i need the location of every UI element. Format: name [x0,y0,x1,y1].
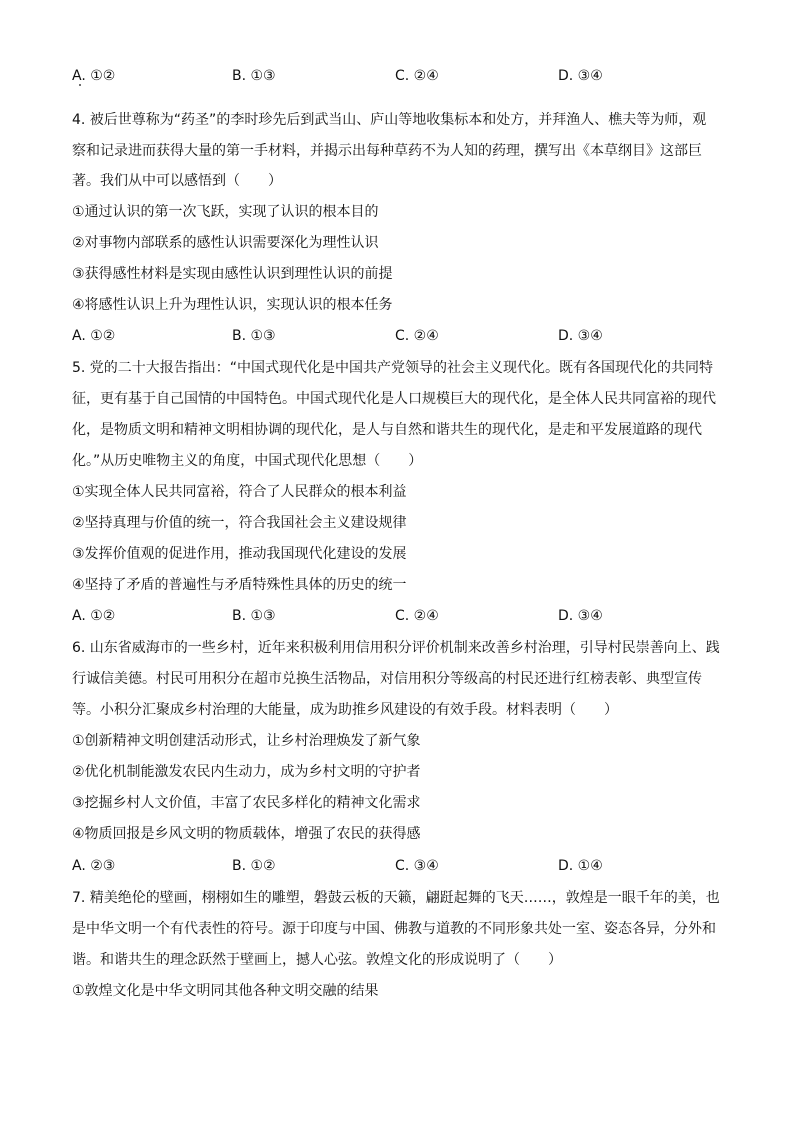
option-d: D. ③④ [558,68,603,84]
option-c: C. ③④ [395,858,439,874]
q5-statement: ①实现全体人民共同富裕，符合了人民群众的根本利益 [72,484,407,500]
q7-statement: ①敦煌文化是中华文明同其他各种文明交融的结果 [72,983,379,999]
option-a: A. ②③ [72,858,116,874]
q5-stem-line: 5. 党的二十大报告指出：“中国式现代化是中国共产党领导的社会主义现代化。既有各国现代化的共同特 [72,360,714,376]
option-b: B. ①③ [232,328,276,344]
q6-statement: ②优化机制能激发农民内生动力，成为乡村文明的守护者 [72,764,421,780]
q7-stem-line: 谐。和谐共生的理念跃然于壁画上，撼人心弦。敦煌文化的形成说明了（ ） [72,952,562,968]
option-a: A. ①② [72,328,116,344]
q4-stem-line: 察和记录进而获得大量的第一手材料，并揭示出每种草药不为人知的药理，撰写出《本草纲目》这部巨 [72,143,702,159]
q6-stem-line: 行诚信美德。村民可用积分在超市兑换生活物品，对信用积分等级高的村民还进行红榜表彰、典型宣传 [72,671,702,687]
q4-statement: ④将感性认识上升为理性认识，实现认识的根本任务 [72,297,393,313]
q5-statement: ③发挥价值观的促进作用，推动我国现代化建设的发展 [72,546,407,562]
q5-stem-line: 征，更有基于自己国情的中国特色。中国式现代化是人口规模巨大的现代化，是全体人民共同富裕的现代 [72,391,716,407]
options-row-q3 [72,66,722,86]
option-a: A. ①② [72,608,116,624]
option-c: C. ②④ [395,608,439,624]
q6-stem-line: 等。小积分汇聚成乡村治理的大能量，成为助推乡风建设的有效手段。材料表明（ ） [72,702,618,718]
q6-stem-line: 6. 山东省威海市的一些乡村，近年来积极利用信用积分评价机制来改善乡村治理，引导村民崇善向上、践 [72,640,720,656]
q5-stem-line: 化，是物质文明和精神文明相协调的现代化，是人与自然和谐共生的现代化，是走和平发展道路的现代 [72,422,702,438]
option-b: B. ①③ [232,608,276,624]
q7-stem-line: 7. 精美绝伦的壁画，栩栩如生的雕塑，磐鼓云板的天籁，翩跹起舞的飞天……，敦煌是一眼千年的美，也 [72,890,720,906]
option-d: D. ③④ [558,608,603,624]
q6-statement: ④物质回报是乡风文明的物质载体，增强了农民的获得感 [72,826,421,842]
q4-statement: ③获得感性材料是实现由感性认识到理性认识的前提 [72,266,393,282]
option-c: C. ②④ [395,68,439,84]
q5-statement: ④坚持了矛盾的普遍性与矛盾特殊性具体的历史的统一 [72,577,407,593]
q5-statement: ②坚持真理与价值的统一，符合我国社会主义建设规律 [72,515,407,531]
option-d: D. ①④ [558,858,603,874]
option-d: D. ③④ [558,328,603,344]
option-b: B. ①② [232,858,276,874]
q4-stem-line: 4. 被后世尊称为“药圣”的李时珍先后到武当山、庐山等地收集标本和处方，并拜渔人、樵夫等为师，观 [72,112,707,128]
option-b: B. ①③ [232,68,276,84]
options-row-q5 [72,606,722,626]
q4-stem-line: 著。我们从中可以感悟到（ ） [72,173,282,189]
stray-dot [79,84,81,86]
q7-stem-line: 是中华文明一个有代表性的符号。源于印度与中国、佛教与道教的不同形象共处一室、姿态各异，分外和 [72,921,716,937]
options-row-q6 [72,856,722,876]
q5-stem-line: 化。”从历史唯物主义的角度，中国式现代化思想（ ） [72,453,423,469]
option-a: A. ①② [72,68,116,84]
q4-statement: ②对事物内部联系的感性认识需要深化为理性认识 [72,235,379,251]
q6-statement: ①创新精神文明创建活动形式，让乡村治理焕发了新气象 [72,733,421,749]
option-c: C. ②④ [395,328,439,344]
options-row-q4 [72,326,722,346]
q6-statement: ③挖掘乡村人文价值，丰富了农民多样化的精神文化需求 [72,795,421,811]
q4-statement: ①通过认识的第一次飞跃，实现了认识的根本目的 [72,204,379,220]
